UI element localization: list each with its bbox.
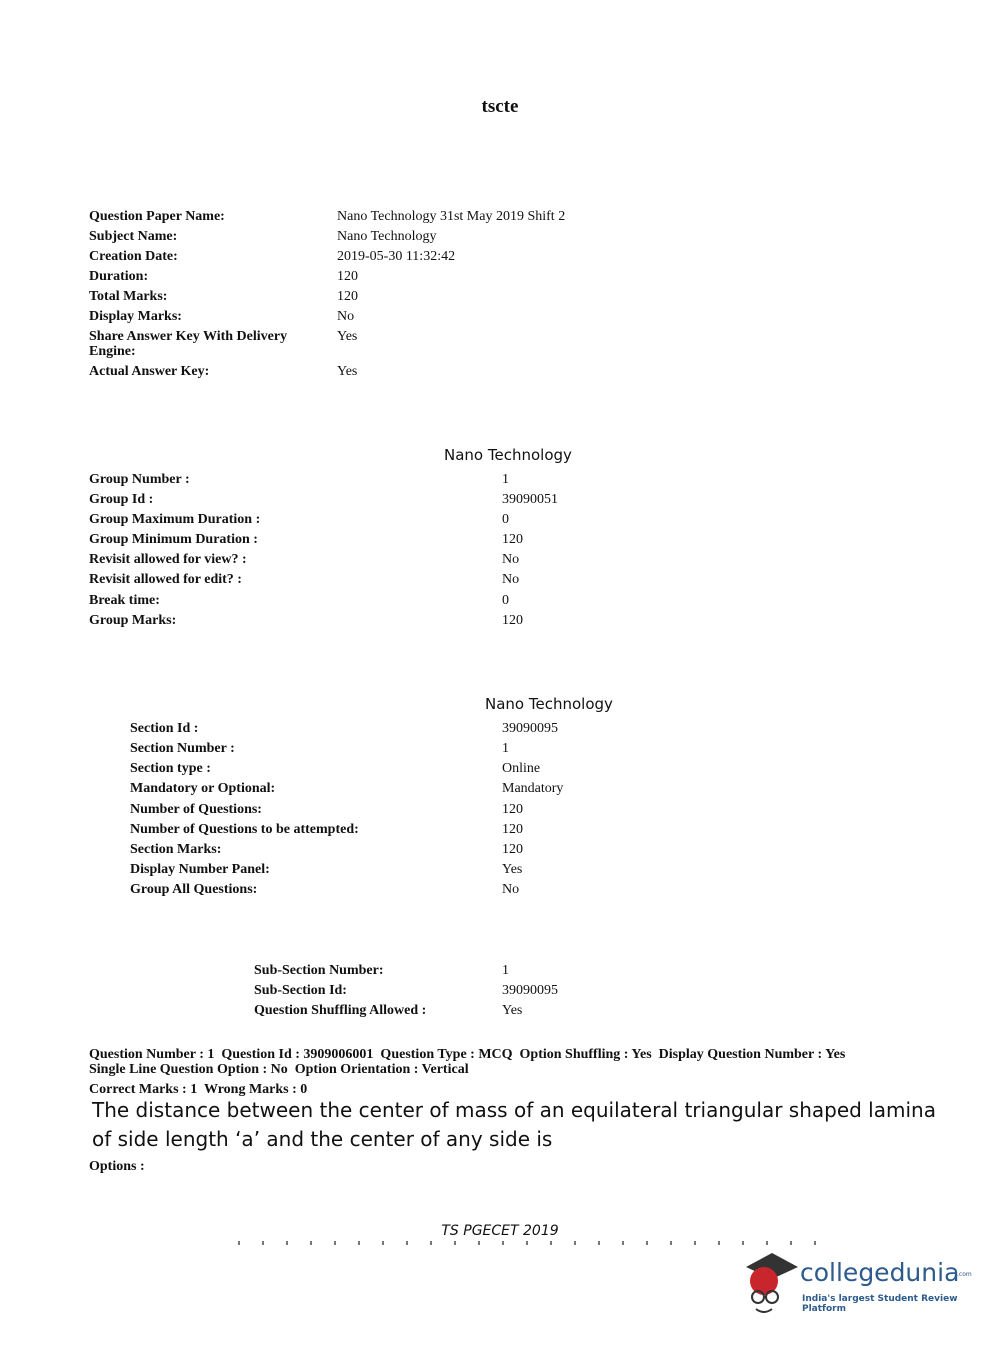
info-label: Display Marks:: [89, 309, 182, 324]
subsection-label: Sub-Section Id:: [254, 983, 347, 998]
info-label: Duration:: [89, 269, 149, 284]
subsection-label: Sub-Section Number:: [254, 963, 384, 978]
section-value: 120: [502, 802, 523, 817]
subsection-label: Question Shuffling Allowed :: [254, 1003, 427, 1018]
info-label: Creation Date:: [89, 249, 178, 264]
group-label: Group Maximum Duration :: [89, 512, 261, 527]
question-meta: Question Number : 1 Question Id : 3909006001 Question Type : MCQ Option Shuffling : Yes Display Question Number : Yes: [89, 1047, 846, 1062]
section-value: No: [502, 882, 520, 897]
info-value: Nano Technology: [337, 229, 437, 244]
section-heading: Nano Technology: [485, 695, 613, 713]
group-label: Group Id :: [89, 492, 154, 507]
info-value: Nano Technology 31st May 2019 Shift 2: [337, 209, 566, 224]
group-label: Group Number :: [89, 472, 190, 487]
brand-tagline: India's largest Student Review Platform: [802, 1294, 958, 1314]
section-label: Section type :: [130, 761, 211, 776]
info-label: Actual Answer Key:: [89, 364, 210, 379]
group-value: 1: [502, 472, 509, 487]
info-value: 120: [337, 289, 358, 304]
group-value: 120: [502, 613, 523, 628]
question-marks: Correct Marks : 1 Wrong Marks : 0: [89, 1082, 308, 1097]
options-label: Options :: [89, 1159, 145, 1174]
section-value: Mandatory: [502, 781, 564, 796]
section-value: Yes: [502, 862, 523, 877]
info-label: Question Paper Name:: [89, 209, 225, 224]
document-title: tscte: [481, 96, 519, 117]
footer-exam-name: TS PGECET 2019: [441, 1223, 559, 1239]
question-text: of side length ‘a’ and the center of any side is: [92, 1127, 553, 1151]
section-label: Display Number Panel:: [130, 862, 270, 877]
info-value: Yes: [337, 364, 358, 379]
group-value: No: [502, 572, 520, 587]
section-value: 1: [502, 741, 509, 756]
info-label: Share Answer Key With Delivery Engine:: [89, 329, 288, 359]
info-value: 2019-05-30 11:32:42: [337, 249, 456, 264]
section-label: Mandatory or Optional:: [130, 781, 276, 796]
brand-suffix: .com: [957, 1271, 972, 1278]
info-label: Total Marks:: [89, 289, 168, 304]
section-label: Section Marks:: [130, 842, 222, 857]
group-label: Break time:: [89, 593, 160, 608]
graduate-mascot-icon: [742, 1245, 802, 1317]
group-label: Revisit allowed for edit? :: [89, 572, 242, 587]
group-value: 120: [502, 532, 523, 547]
section-label: Group All Questions:: [130, 882, 258, 897]
info-label: Subject Name:: [89, 229, 178, 244]
section-value: 39090095: [502, 721, 558, 736]
section-label: Number of Questions to be attempted:: [130, 822, 359, 837]
group-value: 0: [502, 593, 509, 608]
subsection-value: 39090095: [502, 983, 558, 998]
section-value: 120: [502, 822, 523, 837]
section-value: Online: [502, 761, 541, 776]
info-value: 120: [337, 269, 358, 284]
section-label: Section Number :: [130, 741, 235, 756]
footer-dotted-rule: [238, 1241, 818, 1245]
section-label: Number of Questions:: [130, 802, 262, 817]
group-heading: Nano Technology: [444, 446, 572, 464]
group-value: 0: [502, 512, 509, 527]
group-label: Group Minimum Duration :: [89, 532, 258, 547]
section-value: 120: [502, 842, 523, 857]
section-label: Section Id :: [130, 721, 199, 736]
group-label: Revisit allowed for view? :: [89, 552, 247, 567]
info-value: No: [337, 309, 355, 324]
question-options-meta: Single Line Question Option : No Option Orientation : Vertical: [89, 1062, 469, 1077]
subsection-value: 1: [502, 963, 509, 978]
group-label: Group Marks:: [89, 613, 177, 628]
info-value: Yes: [337, 329, 358, 344]
group-value: 39090051: [502, 492, 558, 507]
subsection-value: Yes: [502, 1003, 523, 1018]
group-value: No: [502, 552, 520, 567]
question-text: The distance between the center of mass of an equilateral triangular shaped lamina: [92, 1098, 936, 1122]
brand-name: collegedunia: [800, 1258, 960, 1287]
